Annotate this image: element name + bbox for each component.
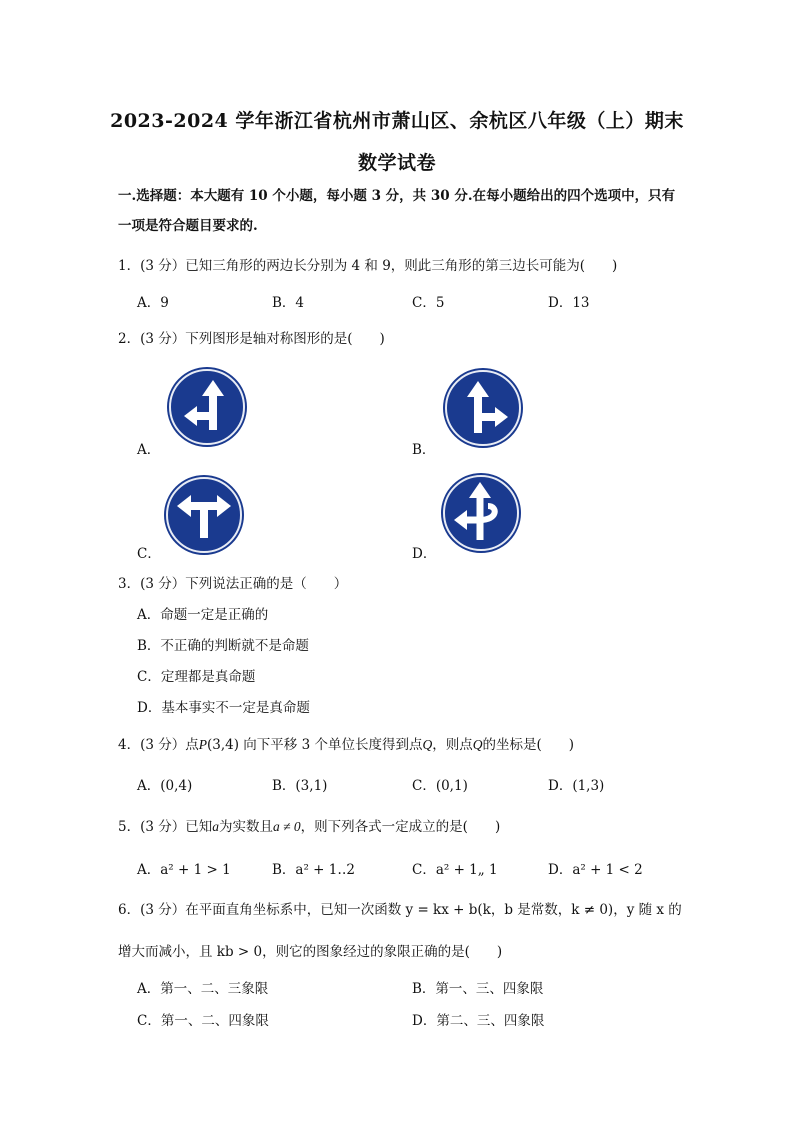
exam-title-line2: 数学试卷 [357, 152, 436, 174]
q3-option-d[interactable]: D．基本事实不一定是真命题 [137, 700, 310, 716]
q2-option-a[interactable]: A． [137, 442, 161, 458]
straight-left-turn-sign-icon [440, 472, 522, 554]
q4-stem-part-d: 的坐标是( ) [482, 737, 575, 753]
exam-title-line1: 2023-2024 学年浙江省杭州市萧山区、余杭区八年级（上）期末 [110, 110, 684, 132]
q6-stem-line1: 6．(3 分）在平面直角坐标系中，已知一次函数 y = kx + b(k，b 是常数，k ≠ 0)，y 随 x 的 [118, 902, 682, 918]
q5-option-d[interactable]: D．a² + 1 < 2 [548, 862, 643, 878]
q6-option-a[interactable]: A．第一、二、三象限 [137, 981, 269, 997]
q2-stem: 2．(3 分）下列图形是轴对称图形的是( ) [118, 331, 385, 347]
q5-variable: a [212, 819, 219, 834]
q6-stem-line2: 增大而减小，且 kb > 0，则它的图象经过的象限正确的是( ) [118, 944, 503, 960]
q5-stem-part-c: ，则下列各式一定成立的是( ) [300, 819, 501, 835]
left-turn-straight-sign-icon [166, 366, 248, 448]
q5-option-a[interactable]: A．a² + 1 > 1 [137, 862, 231, 878]
q5-stem-part-b: 为实数且 [219, 819, 273, 835]
q4-option-b[interactable]: B．(3,1) [272, 778, 328, 794]
q2-option-c[interactable]: C． [137, 546, 161, 562]
right-turn-straight-sign-icon [442, 367, 524, 449]
q5-option-b[interactable]: B．a² + 1‥2 [272, 862, 355, 878]
q4-point-q-2: Q [472, 737, 483, 752]
section-heading-line2: 一项是符合题目要求的. [118, 218, 258, 234]
q5-stem [118, 815, 500, 835]
q4-stem-part-b: (3,4) 向下平移 3 个单位长度得到点 [207, 737, 423, 753]
q6-option-b[interactable]: B．第一、三、四象限 [412, 981, 544, 997]
section-heading-line1: 一.选择题：本大题有 10 个小题，每小题 3 分，共 30 分.在每小题给出的四个选项中，只有 [118, 188, 676, 204]
q4-option-d[interactable]: D．(1,3) [548, 778, 605, 794]
left-right-turn-sign-icon [163, 474, 245, 556]
q4-point-q: Q [422, 737, 433, 752]
q4-stem-part-a: 4．(3 分）点 [118, 737, 199, 753]
q4-stem [118, 733, 574, 753]
q1-option-d[interactable]: D．13 [548, 295, 590, 311]
q4-option-c[interactable]: C．(0,1) [412, 778, 468, 794]
q5-stem-part-a: 5．(3 分）已知 [118, 819, 213, 835]
q3-option-b[interactable]: B．不正确的判断就不是命题 [137, 638, 309, 654]
q5-condition: a ≠ 0 [273, 819, 301, 834]
q4-option-a[interactable]: A．(0,4) [137, 778, 193, 794]
q1-option-c[interactable]: C．5 [412, 295, 445, 311]
q3-stem: 3．(3 分）下列说法正确的是（ ） [118, 576, 348, 592]
q2-option-b[interactable]: B． [412, 442, 436, 458]
q1-stem: 1．(3 分）已知三角形的两边长分别为 4 和 9，则此三角形的第三边长可能为( ) [118, 258, 618, 274]
q4-stem-part-c: ，则点 [432, 737, 473, 753]
q4-point-p: P [198, 737, 207, 752]
q6-option-d[interactable]: D．第二、三、四象限 [412, 1013, 545, 1029]
q1-option-b[interactable]: B．4 [272, 295, 305, 311]
q3-option-c[interactable]: C．定理都是真命题 [137, 669, 256, 685]
q5-option-c[interactable]: C．a² + 1„ 1 [412, 862, 498, 878]
q6-option-c[interactable]: C．第一、二、四象限 [137, 1013, 269, 1029]
q3-option-a[interactable]: A．命题一定是正确的 [137, 607, 269, 623]
q1-option-a[interactable]: A．9 [137, 295, 169, 311]
q2-option-d[interactable]: D． [412, 546, 437, 562]
